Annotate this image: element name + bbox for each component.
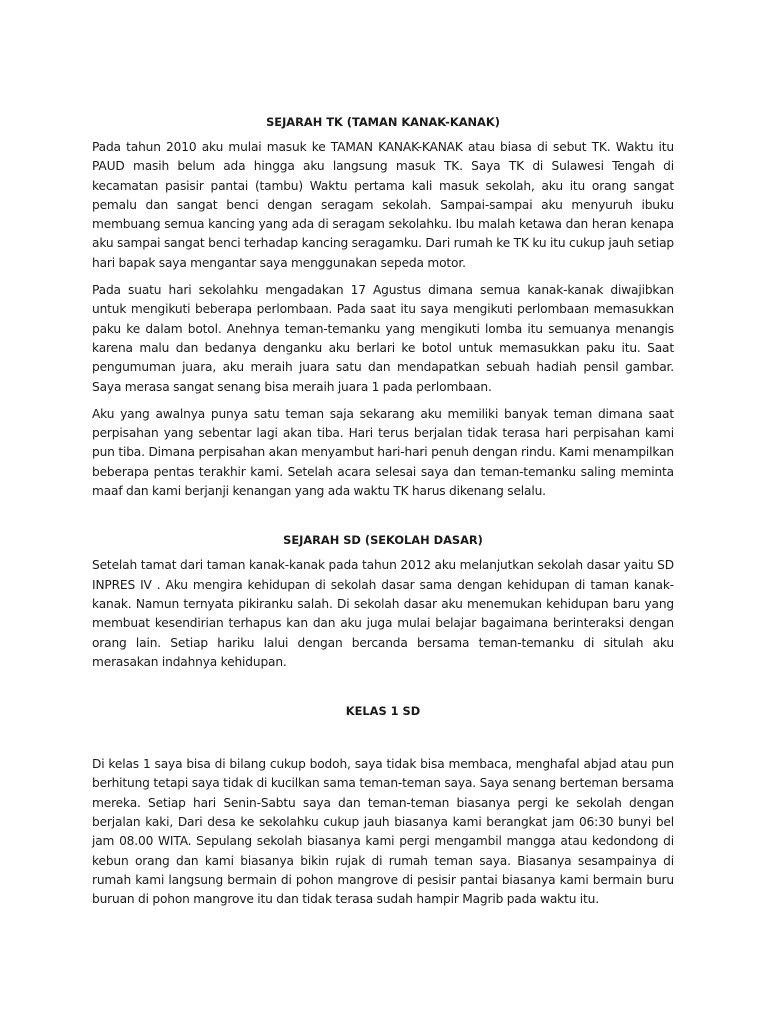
heading-sejarah-sd: SEJARAH SD (SEKOLAH DASAR) bbox=[283, 533, 483, 548]
paragraph: Pada suatu hari sekolahku mengadakan 17 Agustus dimana semua kanak-kanak diwajibkan untuk mengikuti beberapa perlombaan. Pada saat itu saya mengikuti perlombaan memasukkan paku ke dalam botol. Anehnya teman-temanku yang mengikuti lomba itu semuanya menangis karena malu dan bedanya denganku aku berlari ke botol untuk memasukkan paku itu. Saat pengumuman juara, aku meraih juara satu dan mendapatkan sebuah hadiah pensil gambar. Saya merasa sangat senang bisa meraih juara 1 pada perlombaan. bbox=[92, 283, 674, 394]
paragraph: Di kelas 1 saya bisa di bilang cukup bodoh, saya tidak bisa membaca, menghafal abjad atau pun berhitung tetapi saya tidak di kucilkan sama teman-teman saya. Saya senang berteman bersama mereka. Setiap hari Senin-Sabtu saya dan teman-teman biasanya pergi ke sekolah dengan berjalan kaki, Dari desa ke sekolahku cukup jauh biasanya kami berangkat jam 06:30 bunyi bel jam 08.00 WITA. Sepulang sekolah biasanya kami pergi mengambil mangga atau kedondong di kebun orang dan kami biasanya bikin rujak di rumah teman saya. Biasanya sesampainya di rumah kami langsung bermain di pohon mangrove di pesisir pantai biasanya kami bermain buru buruan di pohon mangrove itu dan tidak terasa sudah hampir Magrib pada waktu itu. bbox=[92, 757, 674, 907]
heading-sejarah-tk: SEJARAH TK (TAMAN KANAK-KANAK) bbox=[266, 115, 500, 129]
paragraph: Pada tahun 2010 aku mulai masuk ke TAMAN KANAK-KANAK atau biasa di sebut TK. Waktu itu PAUD masih belum ada hingga aku langsung masuk TK. Saya TK di Sulawesi Tengah di kecamatan pasisir pantai (tambu) Waktu pertama kali masuk sekolah, aku itu orang sangat pemalu dan sangat benci dengan seragam sekolah. Sampai-sampai aku menyuruh ibuku membuang semua kancing yang ada di seragam sekolahku. Ibu malah ketawa dan heran kenapa aku sampai sangat benci terhadap kancing seragamku. Dari rumah ke TK ku itu cukup jauh setiap hari bapak saya mengantar saya menggunakan sepeda motor. bbox=[92, 140, 674, 270]
paragraph: Setelah tamat dari taman kanak-kanak pada tahun 2012 aku melanjutkan sekolah dasar yaitu SD INPRES IV . Aku mengira kehidupan di sekolah dasar sama dengan kehidupan di taman kanak-kanak. Namun ternyata pikiranku salah. Di sekolah dasar aku menemukan kehidupan baru yang membuat kesendirian terhapus kan dan aku juga mulai belajar bagaimana berinteraksi dengan orang lain. Setiap hariku lalui dengan bercanda bersama teman-temanku di situlah aku merasakan indahnya kehidupan. bbox=[92, 558, 674, 669]
document-body bbox=[92, 113, 674, 910]
paragraph: Aku yang awalnya punya satu teman saja sekarang aku memiliki banyak teman dimana saat perpisahan yang sebentar lagi akan tiba. Hari terus berjalan tidak terasa hari perpisahan kami pun tiba. Dimana perpisahan akan menyambut hari-hari penuh dengan rindu. Kami menampilkan beberapa pentas terakhir kami. Setelah acara selesai saya dan teman-temanku saling meminta maaf dan kami berjanji kenangan yang ada waktu TK harus dikenang selalu. bbox=[92, 406, 674, 499]
heading-kelas-1-sd: KELAS 1 SD bbox=[345, 704, 421, 719]
